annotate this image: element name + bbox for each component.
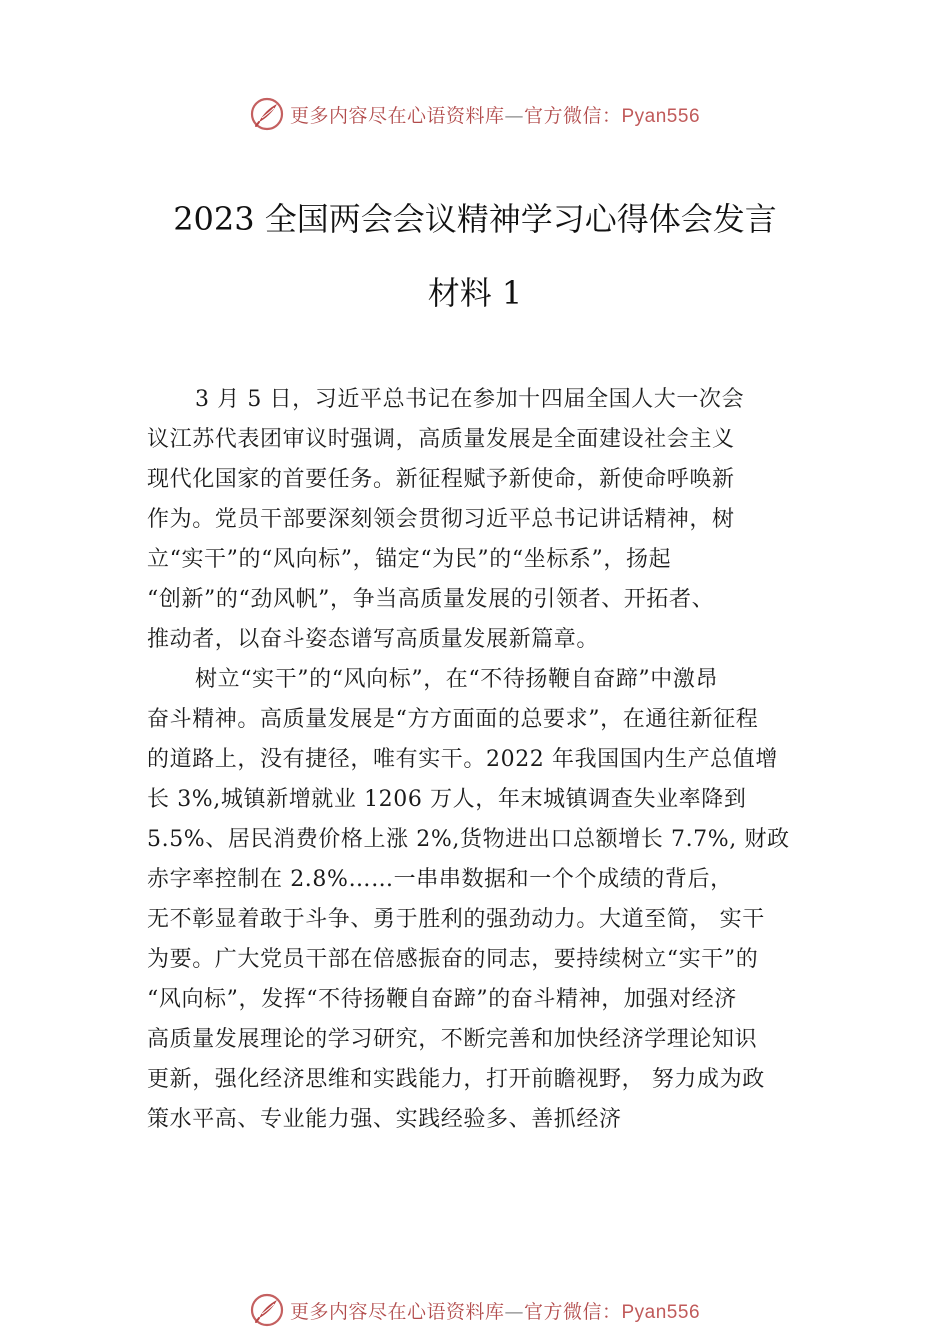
- body-line: 高质量发展理论的学习研究，不断完善和加快经济学理论知识: [147, 1027, 758, 1052]
- body-line: 更新，强化经济思维和实践能力，打开前瞻视野， 努力成为政: [147, 1067, 765, 1092]
- body-line: 立“实干”的“风向标”，锚定“为民”的“坐标系”，扬起: [147, 547, 672, 572]
- body-line: “风向标”，发挥“不待扬鞭自奋蹄”的奋斗精神，加强对经济: [147, 987, 737, 1012]
- body-line: 长 3%,城镇新增就业 1206 万人，年末城镇调查失业率降到: [147, 787, 747, 812]
- body-line: 的道路上，没有捷径，唯有实干。2022 年我国国内生产总值增: [147, 747, 778, 772]
- body-line: 无不彰显着敢于斗争、勇于胜利的强劲动力。大道至简， 实干: [147, 907, 765, 932]
- body-line: 赤字率控制在 2.8%……一串串数据和一个个成绩的背后，: [147, 867, 733, 892]
- footer-watermark: [0, 1290, 950, 1330]
- watermark-separator: —: [504, 1300, 524, 1323]
- body-line: 5.5%、居民消费价格上涨 2%,货物进出口总额增长 7.7%, 财政: [147, 827, 790, 852]
- watermark-main: 更多内容尽在心语资料库: [289, 104, 505, 127]
- body-line: 现代化国家的首要任务。新征程赋予新使命，新使命呼唤新: [147, 467, 735, 492]
- feather-pen-logo-icon: [250, 97, 284, 131]
- document-title-line-1: 2023 全国两会会议精神学习心得体会发言: [173, 200, 777, 238]
- watermark-separator: —: [504, 104, 524, 127]
- body-line: 为要。广大党员干部在倍感振奋的同志，要持续树立“实干”的: [147, 947, 759, 972]
- watermark-text: [290, 1297, 700, 1324]
- watermark-main: 更多内容尽在心语资料库: [289, 1300, 505, 1323]
- body-line: 3 月 5 日，习近平总书记在参加十四届全国人大一次会: [195, 387, 745, 412]
- header-watermark: [0, 94, 950, 134]
- body-line: 议江苏代表团审议时强调，高质量发展是全面建设社会主义: [147, 427, 735, 452]
- document-title-line-2: 材料 1: [427, 274, 523, 312]
- body-line: 树立“实干”的“风向标”，在“不待扬鞭自奋蹄”中激昂: [195, 667, 719, 692]
- body-line: 奋斗精神。高质量发展是“方方面面的总要求”，在通往新征程: [147, 707, 759, 732]
- watermark-label: 官方微信：: [523, 104, 622, 127]
- body-line: 推动者，以奋斗姿态谱写高质量发展新篇章。: [147, 627, 600, 652]
- body-line: 策水平高、专业能力强、实践经验多、善抓经济: [147, 1107, 622, 1132]
- watermark-wechat-id: Pyan556: [621, 1301, 701, 1323]
- watermark-label: 官方微信：: [523, 1300, 622, 1323]
- document-body: [147, 380, 819, 1140]
- watermark-text: [290, 101, 700, 128]
- body-line: 作为。党员干部要深刻领会贯彻习近平总书记讲话精神，树: [147, 507, 735, 532]
- body-line: “创新”的“劲风帆”，争当高质量发展的引领者、开拓者、: [147, 587, 715, 612]
- feather-pen-logo-icon: [250, 1293, 284, 1327]
- watermark-wechat-id: Pyan556: [621, 105, 701, 127]
